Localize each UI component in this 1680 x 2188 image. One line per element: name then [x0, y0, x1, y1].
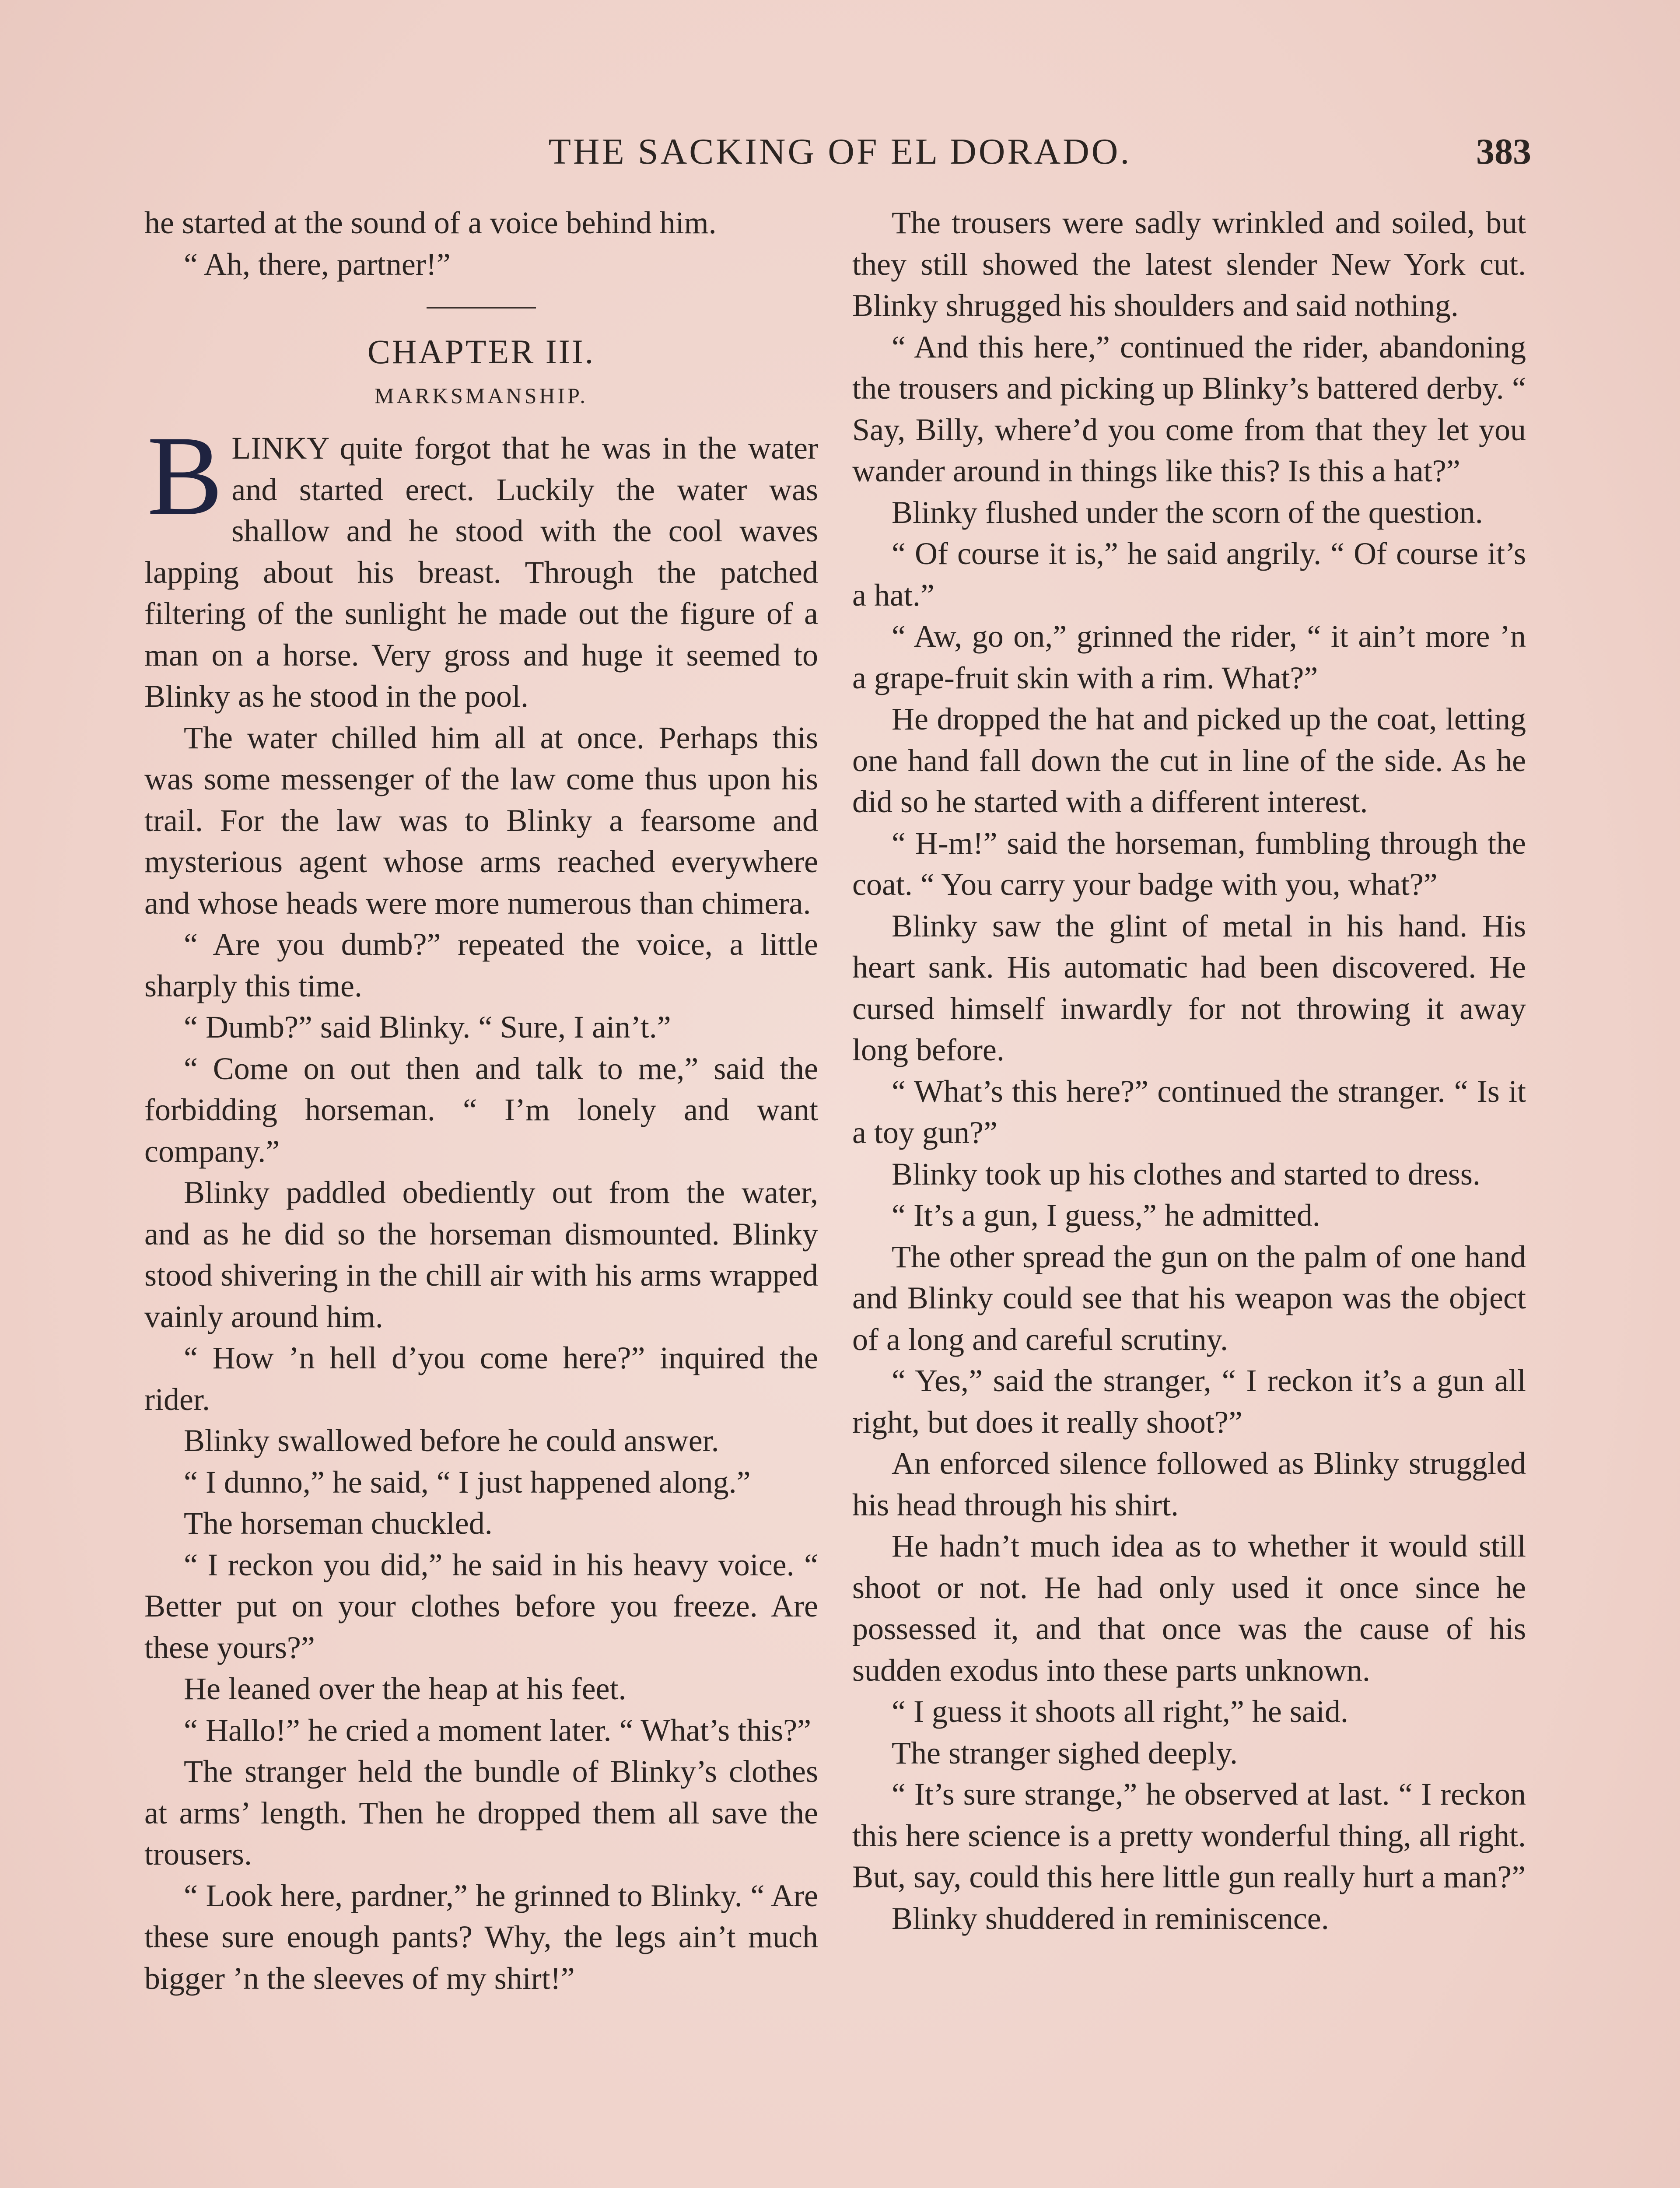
paragraph: He hadn’t much idea as to whether it would still shoot or not. He had only used it once since he possessed it, and that once was the cause of his sudden exodus into these parts unknown.: [852, 1529, 1526, 1688]
paragraph: Blinky swallowed before he could answer.: [184, 1423, 719, 1458]
paragraph: “ Of course it is,” he said angrily. “ Of course it’s a hat.”: [852, 536, 1526, 613]
paragraph: The stranger sighed deeply.: [892, 1735, 1238, 1771]
paragraph: “ Look here, pardner,” he grinned to Blinky. “ Are these sure enough pants? Why, the legs ain’t much bigger ’n the sleeves of my shirt!”: [144, 1878, 818, 1996]
paragraph: The stranger held the bundle of Blinky’s clothes at arms’ length. Then he dropped them all save the trousers.: [144, 1754, 818, 1872]
paragraph: “ I guess it shoots all right,” he said.: [892, 1694, 1348, 1729]
paragraph: “ Dumb?” said Blinky. “ Sure, I ain’t.”: [184, 1010, 671, 1045]
paragraph: Blinky shuddered in reminiscence.: [892, 1900, 1329, 1936]
paragraph: The water chilled him all at once. Perhaps this was some messenger of the law come thus upon his trail. For the law was to Blinky a fearsome and mysterious agent whose arms reached everywhere and whose heads were more numerous than chimera.: [144, 720, 818, 921]
paragraph: “ I dunno,” he said, “ I just happened along.”: [184, 1464, 751, 1500]
paragraph: “ Are you dumb?” repeated the voice, a little sharply this time.: [144, 927, 818, 1003]
paragraph: “ I reckon you did,” he said in his heavy voice. “ Better put on your clothes before you freeze. Are these yours?”: [144, 1547, 818, 1665]
paragraph: “ It’s sure strange,” he observed at last. “ I reckon this here science is a pretty wonderful thing, all right. But, say, could this here little gun really hurt a man?”: [852, 1777, 1526, 1894]
paragraph: The horseman chuckled.: [184, 1506, 493, 1541]
paragraph: An enforced silence followed as Blinky struggled his head through his shirt.: [852, 1446, 1526, 1522]
paragraph: “ It’s a gun, I guess,” he admitted.: [892, 1198, 1320, 1233]
paragraph: “ Aw, go on,” grinned the rider, “ it ain’t more ’n a grape-fruit skin with a rim. What?”: [852, 619, 1526, 695]
left-column: [144, 202, 818, 1999]
paragraph: “ How ’n hell d’you come here?” inquired the rider.: [144, 1340, 818, 1417]
paragraph: “ And this here,” continued the rider, abandoning the trousers and picking up Blinky’s battered derby. “ Say, Billy, where’d you come from that they let you wander around in things like this? Is this a hat?”: [852, 329, 1526, 488]
paragraph: He dropped the hat and picked up the coat, letting one hand fall down the cut in line of the side. As he did so he started with a different interest.: [852, 701, 1526, 819]
paragraph: “ What’s this here?” continued the stranger. “ Is it a toy gun?”: [852, 1073, 1526, 1150]
paragraph: Blinky flushed under the scorn of the question.: [892, 494, 1483, 530]
paragraph: The trousers were sadly wrinkled and soiled, but they still showed the latest slender New York cut. Blinky shrugged his shoulders and said nothing.: [852, 205, 1526, 323]
paragraph: “ Ah, there, partner!”: [184, 246, 451, 282]
drop-cap: B: [147, 413, 223, 539]
paragraph: The other spread the gun on the palm of one hand and Blinky could see that his weapon was the object of a long and careful scrutiny.: [852, 1239, 1526, 1357]
paragraph: He leaned over the heap at his feet.: [184, 1671, 626, 1706]
chapter-subtitle: MARKSMANSHIP.: [374, 383, 588, 408]
paragraph: “ Come on out then and talk to me,” said the forbidding horseman. “ I’m lonely and want company.”: [144, 1051, 818, 1169]
page-number: 383: [1476, 131, 1531, 172]
paragraph: “ H-m!” said the horseman, fumbling through the coat. “ You carry your badge with you, what?”: [852, 825, 1526, 902]
running-title: THE SACKING OF EL DORADO.: [548, 131, 1132, 172]
right-column: [852, 202, 1526, 1939]
paragraph: Blinky paddled obediently out from the water, and as he did so the horseman dismounted. Blinky stood shivering in the chill air with his arms wrapped vainly around him.: [144, 1175, 818, 1334]
paragraph: “ Yes,” said the stranger, “ I reckon it’s a gun all right, but does it really shoot?”: [852, 1363, 1526, 1440]
paragraph: “ Hallo!” he cried a moment later. “ What’s this?”: [184, 1712, 812, 1748]
running-head: [0, 128, 1680, 176]
paragraph: he started at the sound of a voice behind him.: [144, 205, 717, 240]
paragraph: Blinky took up his clothes and started to dress.: [892, 1156, 1480, 1192]
paragraph: Blinky saw the glint of metal in his hand. His heart sank. His automatic had been discovered. He cursed himself inwardly for not throwing it away long before.: [852, 908, 1526, 1067]
chapter-title: CHAPTER III.: [367, 333, 595, 371]
paragraph-text: LINKY quite forgot that he was in the water and started erect. Luckily the water was shallow and he stood with the cool waves lapping about his breast. Through the patched filtering of the sunlight he made out the figure of a man on a horse. Very gross and huge it seemed to Blinky as he stood in the pool.: [144, 431, 818, 714]
section-divider: [427, 307, 536, 309]
chapter-opening-paragraph: [144, 413, 818, 717]
